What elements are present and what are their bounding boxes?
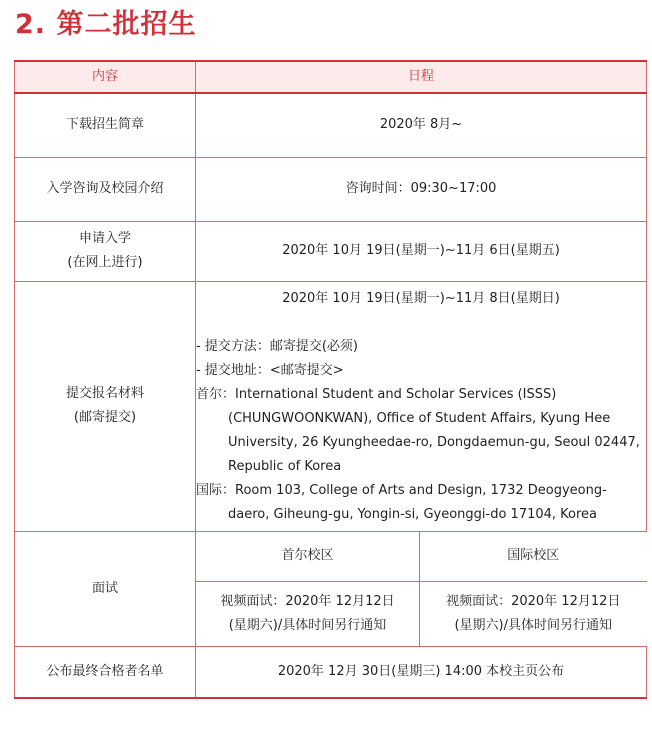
label-line: (在网上进行) [67, 255, 143, 270]
submission-address-intro: - 提交地址：<邮寄提交> [196, 363, 344, 378]
table-row [15, 281, 647, 531]
global-interview-note [420, 581, 647, 646]
row-label: 面试 [15, 531, 196, 646]
global-address: Room 103, College of Arts and Design, 1732 Deogyeong-daero, Giheung-gu, Yongin-si, Gyeonggi-do 17104, Korea [228, 483, 607, 522]
table-row [15, 646, 647, 698]
section-title: 2. 第二批招生 [15, 9, 197, 40]
row-label: 下载招生简章 [15, 93, 196, 157]
submission-details [196, 281, 647, 531]
table-row [15, 531, 647, 581]
submission-date: 2020年 10月 19日(星期一)~11月 8日(星期日) [282, 291, 560, 306]
seoul-interview-note [196, 581, 420, 646]
schedule-table [14, 60, 647, 699]
header-schedule: 日程 [196, 61, 647, 93]
seoul-address: International Student and Scholar Services (ISSS) (CHUNGWOONKWAN), Office of Student Affairs, Kyung Hee University, 26 Kyungheedae-ro, Dongdaemun-gu, Seoul 02447, Republic of Korea [228, 387, 640, 474]
table-row [15, 157, 647, 221]
row-label [15, 221, 196, 281]
global-prefix: 国际： [196, 483, 236, 498]
spacer [196, 311, 646, 335]
row-value: 2020年 10月 19日(星期一)~11月 6日(星期五) [196, 221, 647, 281]
row-label: 公布最终合格者名单 [15, 646, 196, 698]
row-value: 2020年 8月~ [196, 93, 647, 157]
submission-method: - 提交方法：邮寄提交(必须) [196, 339, 358, 354]
row-value: 2020年 12月 30日(星期三) 14:00 本校主页公布 [196, 646, 647, 698]
table-row [15, 93, 647, 157]
table-row [15, 221, 647, 281]
label-line: (邮寄提交) [73, 410, 137, 425]
global-campus-heading: 国际校区 [420, 531, 647, 581]
row-value: 咨询时间：09:30~17:00 [196, 157, 647, 221]
seoul-prefix: 首尔： [196, 387, 236, 402]
note-line: (星期六)/具体时间另行通知 [454, 617, 613, 633]
header-content: 内容 [15, 61, 196, 93]
row-label [15, 281, 196, 531]
row-label: 入学咨询及校园介绍 [15, 157, 196, 221]
note-line: (星期六)/具体时间另行通知 [228, 617, 387, 633]
global-address-block [196, 479, 646, 527]
label-line: 申请入学 [78, 231, 131, 246]
seoul-campus-heading: 首尔校区 [196, 531, 420, 581]
note-line: 视频面试：2020年 12月12日 [220, 593, 395, 609]
label-line: 提交报名材料 [65, 386, 144, 401]
table-header-row [15, 61, 647, 93]
seoul-address-block [196, 383, 646, 479]
note-line: 视频面试：2020年 12月12日 [446, 593, 621, 609]
